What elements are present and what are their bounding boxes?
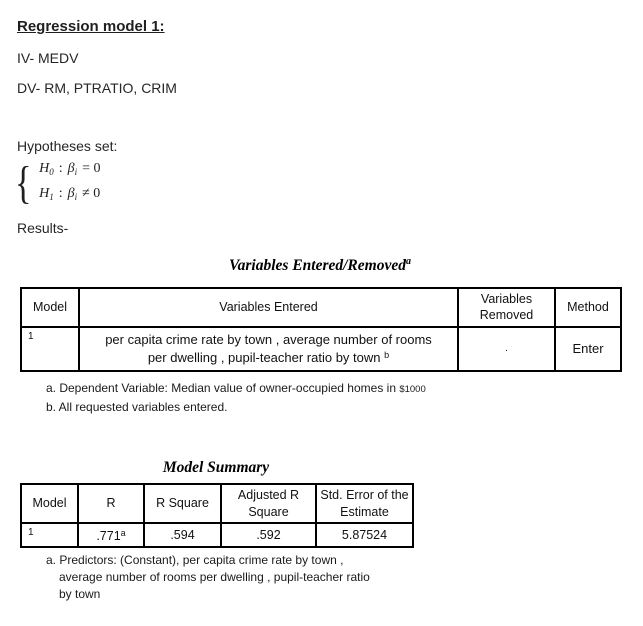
h0-relation: = 0	[82, 161, 101, 176]
r-value-text: .771	[96, 528, 121, 543]
h1-colon: :	[58, 186, 63, 201]
results-label: Results-	[17, 220, 69, 236]
variables-table-title	[20, 251, 620, 277]
h0-subscript: 0	[49, 167, 54, 177]
cell-r-square-value: .594	[144, 523, 221, 547]
cell-r-value	[78, 523, 144, 547]
h0-beta-symbol: β	[67, 161, 75, 176]
model-summary-table	[20, 483, 414, 548]
alt-hypothesis	[39, 183, 100, 208]
cell-method: Enter	[555, 327, 621, 371]
footnote-a-amount: $1000	[399, 383, 426, 395]
variables-entered-removed-table	[20, 287, 622, 372]
cell-adjusted-r-square-value: .592	[221, 523, 316, 547]
iv-line: IV- MEDV	[17, 50, 79, 66]
summary-table-data-row	[21, 523, 413, 547]
cell-variables-removed: .	[458, 327, 555, 371]
header-model: Model	[21, 288, 79, 327]
variables-table-title-superscript: a	[405, 256, 411, 267]
model-summary-section	[20, 457, 412, 603]
header-variables-entered: Variables Entered	[79, 288, 458, 327]
left-brace-glyph: {	[15, 157, 32, 208]
cell-std-error-value: 5.87524	[316, 523, 413, 547]
r-value-superscript: a	[120, 527, 126, 538]
variables-table-footnotes	[20, 380, 620, 416]
header-variables-removed: Variables Removed	[458, 288, 555, 327]
variables-table-header-row	[21, 288, 621, 327]
cell-model-number: 1	[21, 327, 79, 371]
footnote-a-line-3: by town	[59, 587, 101, 601]
header-model: Model	[21, 484, 78, 523]
summary-table-footnotes	[20, 552, 412, 603]
cell-variables-entered	[79, 327, 458, 371]
null-hypothesis	[39, 158, 100, 183]
footnote-a-line-1: a. Predictors: (Constant), per capita crime rate by town ,	[46, 553, 344, 567]
cell-model-number: 1	[21, 523, 78, 547]
header-r: R	[78, 484, 144, 523]
variables-entered-text: per capita crime rate by town , average number of rooms per dwelling , pupil-teacher ratio by town	[105, 332, 432, 365]
header-adjusted-r-square: Adjusted R Square	[221, 484, 316, 523]
page-title: Regression model 1:	[17, 18, 165, 35]
variables-table-title-text: Variables Entered/Removed	[229, 257, 406, 275]
footnote-b: b. All requested variables entered.	[46, 399, 228, 414]
header-r-square: R Square	[144, 484, 221, 523]
h1-beta-subscript: i	[74, 192, 78, 202]
header-std-error: Std. Error of the Estimate	[316, 484, 413, 523]
equation-lines	[39, 158, 100, 208]
footnote-a	[46, 380, 620, 398]
h1-symbol: H	[39, 186, 50, 201]
dv-line: DV- RM, PTRATIO, CRIM	[17, 80, 177, 96]
h1-subscript: 1	[49, 192, 54, 202]
h0-beta-subscript: i	[74, 167, 78, 177]
footnote-a-text: a. Dependent Variable: Median value of owner-occupied homes in	[46, 380, 400, 395]
h1-beta-symbol: β	[67, 186, 75, 201]
hypotheses-equation	[15, 158, 101, 208]
footnote-a-line-2: average number of rooms per dwelling , pupil-teacher ratio	[59, 570, 370, 584]
model-summary-title: Model Summary	[162, 459, 270, 476]
header-method: Method	[555, 288, 621, 327]
variables-entered-removed-section	[20, 251, 620, 416]
variables-table-data-row	[21, 327, 621, 371]
variables-entered-superscript: b	[384, 349, 390, 360]
h0-symbol: H	[39, 161, 50, 176]
summary-table-header-row	[21, 484, 413, 523]
hypotheses-label: Hypotheses set:	[17, 138, 118, 154]
h0-colon: :	[58, 161, 63, 176]
h1-relation: ≠ 0	[82, 186, 101, 201]
